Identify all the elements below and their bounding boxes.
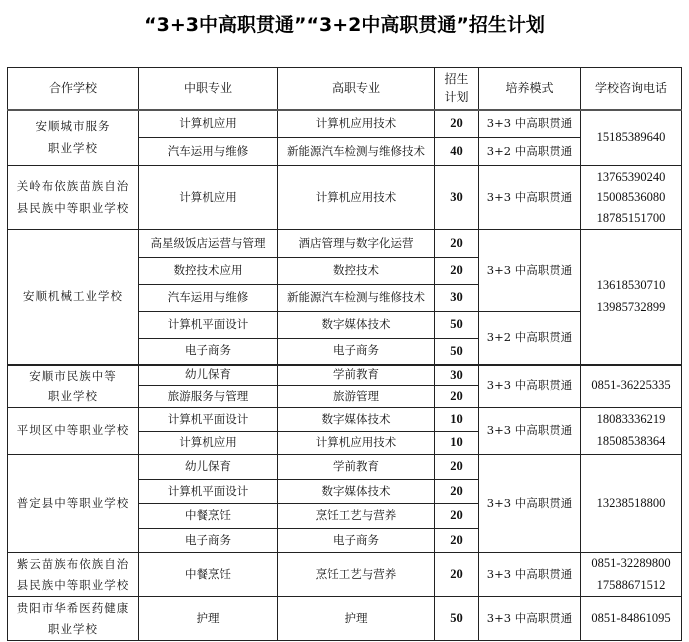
phone-cell [581,365,682,408]
school-name-line: 安顺市民族中等 [29,368,117,383]
secondary-major-cell: 中餐烹饪 [139,504,278,529]
secondary-major-cell: 中餐烹饪 [139,553,278,597]
table-row [8,110,682,138]
higher-major-cell: 电子商务 [278,339,435,365]
quota-cell: 20 [435,504,479,529]
school-name-line: 职业学校 [48,140,98,155]
header-higher-major: 高职专业 [278,68,435,110]
secondary-major-cell: 护理 [139,597,278,641]
secondary-major-cell: 汽车运用与维修 [139,285,278,312]
phone-cell [581,553,682,597]
secondary-major-cell: 幼儿保育 [139,455,278,480]
school-name-line: 紫云苗族布依族自治 [16,557,130,572]
phone-number: 17588671512 [596,577,666,592]
secondary-major-cell: 计算机应用 [139,110,278,138]
secondary-major-cell: 汽车运用与维修 [139,138,278,166]
secondary-major-cell: 计算机应用 [139,432,278,455]
secondary-major-cell: 旅游服务与管理 [139,386,278,408]
higher-major-cell: 计算机应用技术 [278,166,435,230]
phone-number: 18508538364 [596,434,666,448]
higher-major-cell: 电子商务 [278,529,435,553]
header-quota-line2: 计划 [444,90,469,105]
school-name-cell [8,553,139,597]
mode-cell: 3+3 中高职贯通 [479,597,581,641]
quota-cell: 30 [435,365,479,386]
school-name-line: 贵阳市华希医药健康 [16,601,130,616]
mode-cell: 3+3 中高职贯通 [479,408,581,455]
school-name-line: 职业学校 [48,389,98,404]
phone-number: 0851-32289800 [591,556,671,571]
secondary-major-cell: 幼儿保育 [139,365,278,386]
mode-cell: 3+2 中高职贯通 [479,312,581,365]
quota-cell: 20 [435,110,479,138]
higher-major-cell: 新能源汽车检测与维修技术 [278,285,435,312]
phone-number: 13985732899 [596,299,666,314]
header-quota-line1: 招生 [444,72,469,87]
header-secondary-major: 中职专业 [139,68,278,110]
quota-cell: 20 [435,455,479,480]
enrollment-plan-table [7,67,682,641]
higher-major-cell: 计算机应用技术 [278,432,435,455]
phone-number: 13765390240 [596,169,666,184]
table-row [8,553,682,597]
phone-number: 15185389640 [596,129,666,144]
secondary-major-cell: 电子商务 [139,339,278,365]
quota-cell: 20 [435,230,479,258]
quota-cell: 30 [435,166,479,230]
table-row [8,166,682,230]
header-quota [435,68,479,110]
higher-major-cell: 烹饪工艺与营养 [278,553,435,597]
secondary-major-cell: 计算机平面设计 [139,312,278,339]
school-name-line: 县民族中等职业学校 [16,577,130,592]
mode-cell: 3+3 中高职贯通 [479,166,581,230]
secondary-major-cell: 计算机平面设计 [139,480,278,504]
mode-cell: 3+3 中高职贯通 [479,455,581,553]
school-name-line: 安顺机械工业学校 [23,288,123,303]
secondary-major-cell: 数控技术应用 [139,258,278,285]
header-phone: 学校咨询电话 [581,68,682,110]
higher-major-cell: 新能源汽车检测与维修技术 [278,138,435,166]
quota-cell: 20 [435,480,479,504]
higher-major-cell: 学前教育 [278,455,435,480]
phone-number: 13618530710 [596,277,666,292]
header-school: 合作学校 [8,68,139,110]
table-header-row [8,68,682,110]
secondary-major-cell: 计算机平面设计 [139,408,278,432]
secondary-major-cell: 高星级饭店运营与管理 [139,230,278,258]
higher-major-cell: 学前教育 [278,365,435,386]
phone-cell [581,408,682,455]
school-name-cell [8,166,139,230]
quota-cell: 20 [435,258,479,285]
secondary-major-cell: 计算机应用 [139,166,278,230]
table-row [8,365,682,386]
school-name-cell [8,408,139,455]
quota-cell: 20 [435,386,479,408]
table-row [8,597,682,641]
school-name-line: 关岭布依族苗族自治 [16,178,130,193]
mode-cell: 3+3 中高职贯通 [479,365,581,408]
phone-cell [581,166,682,230]
school-name-line: 县民族中等职业学校 [16,200,130,215]
higher-major-cell: 旅游管理 [278,386,435,408]
table-row [8,408,682,432]
phone-cell [581,455,682,553]
quota-cell: 50 [435,339,479,365]
quota-cell: 50 [435,312,479,339]
page-title: “3+3中高职贯通”“3+2中高职贯通”招生计划 [144,14,545,36]
higher-major-cell: 酒店管理与数字化运营 [278,230,435,258]
higher-major-cell: 数控技术 [278,258,435,285]
phone-number: 18083336219 [596,412,666,427]
phone-cell [581,230,682,365]
school-name-cell [8,365,139,408]
phone-cell [581,597,682,641]
phone-number: 0851-36225335 [591,378,671,393]
quota-cell: 50 [435,597,479,641]
quota-cell: 40 [435,138,479,166]
higher-major-cell: 计算机应用技术 [278,110,435,138]
school-name-cell [8,230,139,365]
phone-number: 18785151700 [596,210,666,225]
quota-cell: 10 [435,408,479,432]
secondary-major-cell: 电子商务 [139,529,278,553]
table-row [8,455,682,480]
school-name-cell [8,110,139,166]
higher-major-cell: 数字媒体技术 [278,480,435,504]
quota-cell: 10 [435,432,479,455]
table-row [8,230,682,258]
quota-cell: 30 [435,285,479,312]
higher-major-cell: 护理 [278,597,435,641]
phone-number: 15008536080 [596,190,666,205]
school-name-line: 职业学校 [48,621,98,636]
mode-cell: 3+2 中高职贯通 [479,138,581,166]
higher-major-cell: 数字媒体技术 [278,312,435,339]
mode-cell: 3+3 中高职贯通 [479,230,581,312]
quota-cell: 20 [435,553,479,597]
phone-cell [581,110,682,166]
school-name-line: 平坝区中等职业学校 [16,423,130,438]
higher-major-cell: 烹饪工艺与营养 [278,504,435,529]
phone-number: 0851-84861095 [591,610,671,625]
enrollment-plan-table-container [7,67,682,641]
quota-cell: 20 [435,529,479,553]
mode-cell: 3+3 中高职贯通 [479,553,581,597]
mode-cell: 3+3 中高职贯通 [479,110,581,138]
header-mode: 培养模式 [479,68,581,110]
school-name-cell [8,597,139,641]
phone-number: 13238518800 [596,495,666,510]
school-name-cell [8,455,139,553]
school-name-line: 普定县中等职业学校 [16,495,130,510]
higher-major-cell: 数字媒体技术 [278,408,435,432]
school-name-line: 安顺城市服务 [35,118,111,133]
